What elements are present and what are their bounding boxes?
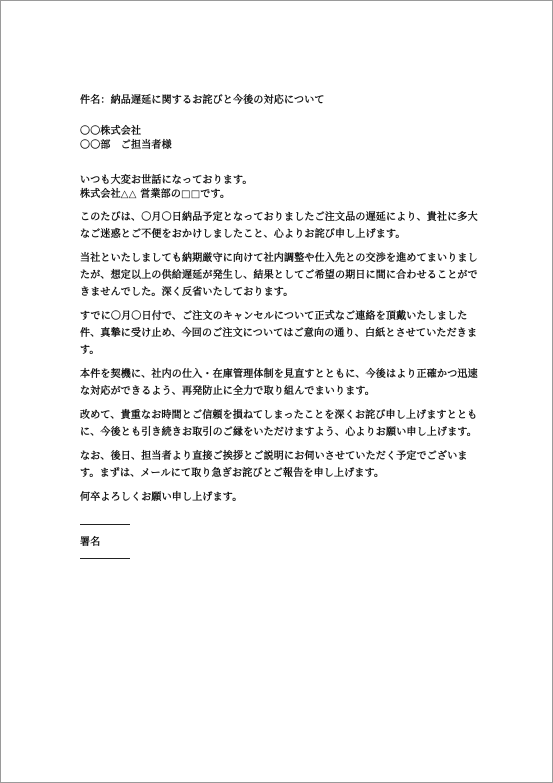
greeting-line-2: 株式会社△△ 営業部の□□です。 <box>80 189 231 200</box>
letter-subject: 件名：納品遅延に関するお詫びと今後の対応について <box>80 95 325 106</box>
paragraph-cancellation: すでに〇月〇日付で、ご注文のキャンセルについて正式なご連絡を頂戴いたしました件、真摯に受け止め、今回のご注文についてはご意向の通り、白紙とさせていただきます。 <box>80 311 478 356</box>
greeting-line-1: いつも大変お世話になっております。 <box>80 175 253 186</box>
addressee-company: 〇〇株式会社 <box>80 126 142 137</box>
signature-divider-top <box>80 524 130 525</box>
paragraph-apology: このたびは、〇月〇日納品予定となっておりましたご注文品の遅延により、貴社に多大なご迷惑とご不便をおかけしましたこと、心よりお詫び申し上げます。 <box>80 212 478 240</box>
letter-body <box>80 93 485 559</box>
signature-divider-bottom <box>80 558 130 559</box>
addressee-department: 〇〇部 ご担当者様 <box>80 140 172 151</box>
greeting-block <box>80 174 485 202</box>
paragraph-prevention: 本件を契機に、社内の仕入・在庫管理体制を見直すとともに、今後はより正確かつ迅速な対応ができるよう、再発防止に全力で取り組んでまいります。 <box>80 369 478 397</box>
signature-label: 署名 <box>80 537 101 548</box>
paragraph-explanation: 当社といたしましても納期厳守に向けて社内調整や仕入先との交渉を進めてまいりましたが、想定以上の供給遅延が発生し、結果としてご希望の期日に間に合わせることができませんでした。深く反省いたしております。 <box>80 253 478 298</box>
paragraph-request: 改めて、貴重なお時間とご信頼を損ねてしまったことを深くお詫び申し上げますとともに、今後とも引き続きお取引のご縁をいただけますよう、心よりお願い申し上げます。 <box>80 410 478 438</box>
addressee-block <box>80 125 485 153</box>
closing-line: 何卒よろしくお願い申し上げます。 <box>80 492 243 503</box>
paragraph-followup: なお、後日、担当者より直接ご挨拶とご説明にお伺いさせていただく予定でございます。まずは、メールにて取り急ぎお詫びとご報告を申し上げます。 <box>80 451 468 479</box>
